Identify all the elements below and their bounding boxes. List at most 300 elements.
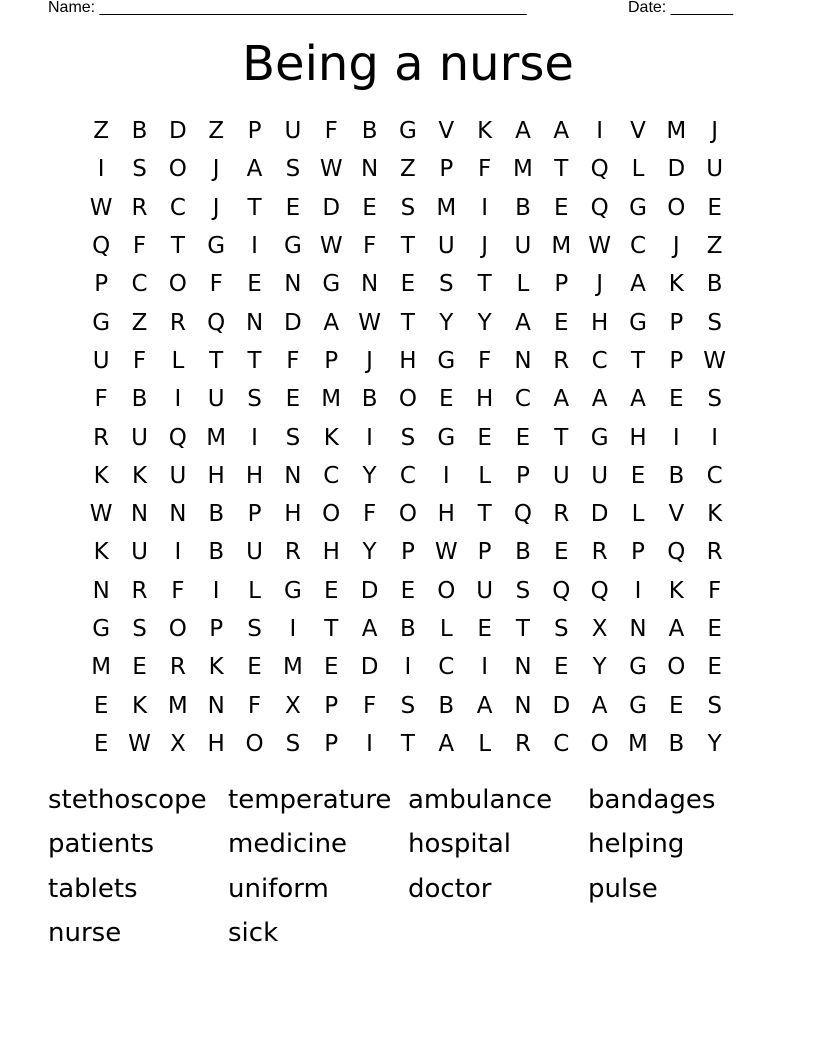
grid-cell: E [400,577,416,604]
grid-cell: B [706,271,723,298]
grid-cell: Q [552,577,571,604]
grid-cell: C [591,347,608,374]
grid-cell: O [667,194,686,221]
grid-cell: H [590,309,609,336]
grid-row [82,648,734,686]
grid-cell: C [706,462,723,489]
date-field: Date: _______ [628,0,733,16]
grid-cell: T [477,271,492,298]
grid-cell: R [169,309,186,336]
grid-cell: H [207,730,225,757]
grid-cell: U [131,424,148,451]
grid-cell: A [515,309,531,336]
grid-cell: I [97,156,105,183]
grid-cell: V [630,118,646,145]
grid-cell: F [209,271,223,298]
grid-cell: E [400,271,416,298]
grid-cell: E [669,692,684,719]
grid-cell: K [477,118,493,145]
grid-cell: K [707,501,723,528]
grid-cell: E [247,271,262,298]
grid-cell: A [630,271,646,298]
grid-cell: E [669,386,684,413]
grid-cell: H [284,501,302,528]
grid-cell: H [207,462,225,489]
grid-cell: E [630,462,646,489]
grid-row [82,189,734,227]
grid-cell: M [282,654,303,681]
grid-cell: W [703,347,727,374]
grid-cell: B [515,194,531,221]
grid-cell: E [247,654,262,681]
grid-cell: E [707,654,722,681]
grid-cell: L [516,271,530,298]
grid-cell: C [323,462,340,489]
grid-cell: P [631,539,645,566]
grid-cell: W [128,730,151,757]
grid-cell: V [438,118,455,145]
grid-cell: I [366,424,373,451]
grid-cell: F [132,233,147,260]
grid-cell: U [552,462,570,489]
grid-cell: W [588,233,612,260]
grid-cell: M [666,118,687,145]
word-list-item: uniform [228,873,329,904]
grid-row [82,342,734,380]
grid-cell: G [283,233,302,260]
grid-row [82,303,734,341]
grid-cell: G [322,271,341,298]
grid-cell: K [323,424,339,451]
grid-cell: S [707,692,722,719]
grid-cell: X [591,616,608,642]
grid-cell: O [398,501,417,528]
grid-cell: I [174,386,182,413]
word-list-item: helping [588,829,685,860]
grid-cell: A [438,730,455,757]
grid-cell: T [477,501,492,528]
word-list-item: patients [48,829,155,860]
grid-cell: V [668,501,685,528]
grid-cell: W [89,194,113,221]
grid-cell: D [360,577,379,604]
grid-cell: C [514,386,531,413]
grid-cell: T [400,730,415,757]
grid-cell: E [554,309,569,336]
grid-cell: O [168,156,187,183]
grid-cell: B [668,462,685,489]
grid-cell: Z [400,156,416,183]
grid-row [82,150,734,188]
grid-cell: D [169,118,187,145]
grid-cell: N [169,501,187,528]
grid-cell: C [629,233,647,260]
grid-cell: R [131,577,148,604]
grid-cell: S [132,156,147,183]
grid-cell: O [245,730,264,757]
grid-cell: U [476,577,494,604]
grid-cell: L [478,730,492,757]
grid-cell: S [247,616,262,642]
grid-cell: R [514,730,531,757]
grid-cell: P [324,730,339,757]
grid-cell: O [168,271,187,298]
grid-cell: I [634,577,642,604]
grid-cell: Z [131,309,148,336]
word-list-item: medicine [228,829,348,860]
grid-cell: P [669,347,684,374]
grid-cell: N [130,501,149,528]
grid-cell: O [398,386,417,413]
grid-row [82,495,734,533]
grid-cell: F [132,347,147,374]
grid-cell: U [706,156,724,183]
grid-cell: M [551,233,572,260]
grid-cell: O [168,616,187,642]
grid-cell: F [324,118,338,145]
grid-cell: I [711,424,719,451]
grid-cell: P [400,539,415,566]
grid-cell: E [93,692,109,719]
grid-cell: E [515,424,531,451]
grid-cell: R [93,424,110,451]
grid-cell: T [400,309,415,336]
grid-cell: A [476,692,493,719]
grid-cell: F [94,386,108,413]
grid-cell: A [630,386,646,413]
grid-cell: U [437,233,455,260]
grid-row [82,112,734,150]
grid-cell: A [361,616,378,642]
grid-cell: J [596,271,604,298]
grid-cell: D [284,309,302,336]
grid-cell: T [554,156,569,183]
grid-cell: E [285,386,301,413]
grid-cell: B [438,692,455,719]
grid-cell: B [208,539,225,566]
grid-cell: S [707,386,722,413]
grid-cell: Y [362,462,377,489]
word-list-item: bandages [588,785,716,815]
header-line [48,0,748,20]
grid-cell: P [247,118,262,145]
grid-cell: S [400,194,416,221]
grid-cell: S [707,309,722,336]
grid-cell: E [323,577,339,604]
grid-cell: J [366,347,373,374]
grid-cell: O [590,730,609,757]
word-list-item: ambulance [408,785,553,815]
word-list-item: nurse [48,917,122,948]
grid-row [82,380,734,418]
grid-cell: R [553,347,570,374]
word-list-item: sick [228,917,279,948]
grid-cell: K [93,462,109,489]
grid-cell: F [477,156,492,183]
grid-cell: D [667,156,686,183]
grid-cell: F [171,577,185,604]
grid-cell: D [590,501,609,528]
grid-cell: C [438,654,455,681]
grid-cell: K [208,654,224,681]
grid-row [82,572,734,610]
grid-cell: N [207,692,225,719]
grid-cell: G [437,424,456,451]
grid-cell: R [169,654,186,681]
grid-cell: T [400,233,415,260]
grid-cell: P [209,616,224,642]
grid-cell: A [591,692,608,719]
grid-cell: I [212,577,220,604]
grid-cell: I [404,654,412,681]
grid-cell: P [94,271,109,298]
grid-cell: T [170,233,185,260]
grid-cell: N [245,309,264,336]
grid-cell: Q [207,309,226,336]
grid-cell: J [711,118,719,145]
grid-cell: S [553,616,569,642]
grid-cell: Q [590,577,609,604]
grid-cell: Y [592,654,607,681]
grid-cell: H [399,347,417,374]
grid-cell: I [251,233,258,260]
grid-cell: E [554,654,569,681]
grid-cell: F [247,692,262,719]
word-list-item: temperature [228,785,392,815]
grid-cell: B [131,118,148,145]
grid-cell: N [284,462,302,489]
grid-cell: I [174,539,182,566]
grid-cell: U [131,539,148,566]
word-list-item: doctor [408,873,492,904]
grid-cell: E [438,386,454,413]
grid-cell: A [591,386,608,413]
grid-cell: Y [362,539,377,566]
grid-cell: T [247,194,262,221]
grid-cell: A [553,386,570,413]
grid-row [82,227,734,265]
grid-cell: N [514,654,532,681]
grid-cell: G [629,309,647,336]
grid-cell: T [515,616,530,642]
grid-cell: M [628,730,648,757]
grid-cell: M [321,386,342,413]
grid-cell: C [169,194,186,221]
word-list-item: pulse [588,873,658,904]
grid-cell: R [706,539,723,566]
grid-cell: K [131,692,148,719]
grid-cell: U [284,118,302,145]
grid-cell: G [283,577,302,604]
grid-cell: B [668,730,685,757]
grid-cell: S [515,577,531,604]
letter-grid [82,112,734,763]
grid-cell: C [131,271,148,298]
grid-cell: D [322,194,341,221]
grid-cell: F [286,347,300,374]
grid-cell: J [212,194,220,221]
grid-cell: O [437,577,456,604]
grid-cell: S [400,692,416,719]
grid-cell: C [553,730,570,757]
grid-cell: B [361,118,378,145]
grid-cell: U [207,386,225,413]
grid-cell: I [366,730,373,757]
grid-cell: E [362,194,377,221]
grid-cell: P [669,309,684,336]
grid-cell: S [285,424,301,451]
grid-cell: G [207,233,226,260]
grid-cell: I [442,462,450,489]
grid-cell: H [629,424,647,451]
grid-row [82,265,734,303]
grid-cell: A [515,118,531,145]
grid-cell: O [667,654,686,681]
grid-cell: Q [92,233,111,260]
grid-cell: Y [707,730,722,757]
grid-cell: O [322,501,341,528]
grid-row [82,457,734,495]
grid-cell: E [707,194,722,221]
grid-cell: G [590,424,609,451]
grid-cell: Q [590,156,609,183]
grid-cell: I [481,654,488,681]
grid-cell: H [322,539,340,566]
grid-cell: T [247,347,262,374]
grid-cell: H [475,386,494,413]
grid-cell: I [481,194,488,221]
grid-cell: F [362,692,377,719]
grid-cell: R [553,501,570,528]
grid-cell: Z [208,118,225,145]
grid-cell: L [439,616,453,642]
grid-cell: F [362,233,377,260]
grid-cell: P [324,692,339,719]
grid-cell: H [245,462,264,489]
grid-cell: M [206,424,227,451]
grid-cell: T [630,347,646,374]
grid-cell: E [707,616,722,642]
grid-cell: S [400,424,416,451]
grid-cell: M [167,692,188,719]
grid-cell: I [289,616,297,642]
grid-cell: G [399,118,417,145]
grid-cell: W [434,539,458,566]
grid-cell: I [251,424,258,451]
grid-cell: B [208,501,225,528]
grid-cell: D [360,654,379,681]
grid-cell: N [284,271,302,298]
word-list-item: stethoscope [48,785,207,815]
grid-cell: I [596,118,604,145]
grid-cell: R [131,194,148,221]
grid-cell: A [553,118,570,145]
grid-cell: Y [439,309,454,336]
grid-cell: G [437,347,456,374]
grid-cell: B [400,616,416,642]
grid-cell: E [554,194,569,221]
grid-cell: P [554,271,569,298]
grid-cell: W [319,156,343,183]
grid-cell: W [358,309,381,336]
grid-cell: I [672,424,680,451]
grid-cell: M [436,194,457,221]
grid-cell: N [629,616,647,642]
grid-cell: T [324,616,339,642]
grid-cell: P [247,501,262,528]
word-list [48,778,768,955]
grid-cell: Q [168,424,187,451]
grid-cell: B [131,386,148,413]
grid-cell: A [246,156,263,183]
grid-cell: W [319,233,343,260]
grid-cell: U [92,347,110,374]
grid-cell: S [247,386,262,413]
grid-cell: L [478,462,492,489]
grid-cell: N [514,692,532,719]
grid-cell: U [169,462,187,489]
grid-cell: E [554,539,569,566]
grid-cell: T [554,424,569,451]
grid-cell: E [285,194,301,221]
grid-cell: U [591,462,609,489]
grid-cell: Q [667,539,686,566]
grid-cell: P [324,347,339,374]
grid-cell: R [284,539,301,566]
grid-cell: Y [477,309,492,336]
grid-cell: S [285,156,301,183]
grid-cell: Q [513,501,532,528]
grid-cell: Q [590,194,609,221]
grid-cell: S [285,730,301,757]
word-list-item: tablets [48,873,138,904]
grid-cell: X [285,692,301,719]
grid-cell: L [631,501,645,528]
grid-cell: H [437,501,455,528]
grid-cell: K [668,271,684,298]
grid-cell: D [552,692,571,719]
grid-cell: E [132,654,147,681]
grid-cell: J [672,233,680,260]
grid-cell: E [477,424,492,451]
grid-cell: P [516,462,530,489]
grid-cell: C [399,462,416,489]
grid-row [82,610,734,648]
grid-cell: G [629,692,647,719]
grid-cell: P [477,539,492,566]
grid-cell: B [515,539,531,566]
grid-cell: A [323,309,340,336]
grid-cell: E [323,654,339,681]
grid-cell: F [362,501,377,528]
grid-cell: E [477,616,492,642]
grid-row [82,418,734,456]
grid-cell: W [89,501,113,528]
grid-cell: F [708,577,722,604]
grid-cell: G [92,616,111,642]
grid-row [82,533,734,571]
name-field: Name: ________________________________________________ [48,0,527,16]
grid-cell: J [481,233,488,260]
grid-row [82,686,734,724]
grid-cell: S [438,271,454,298]
grid-cell: K [131,462,148,489]
grid-cell: N [360,156,379,183]
grid-cell: E [93,730,109,757]
grid-cell: L [171,347,185,374]
grid-cell: G [629,194,647,221]
grid-cell: Z [93,118,110,145]
